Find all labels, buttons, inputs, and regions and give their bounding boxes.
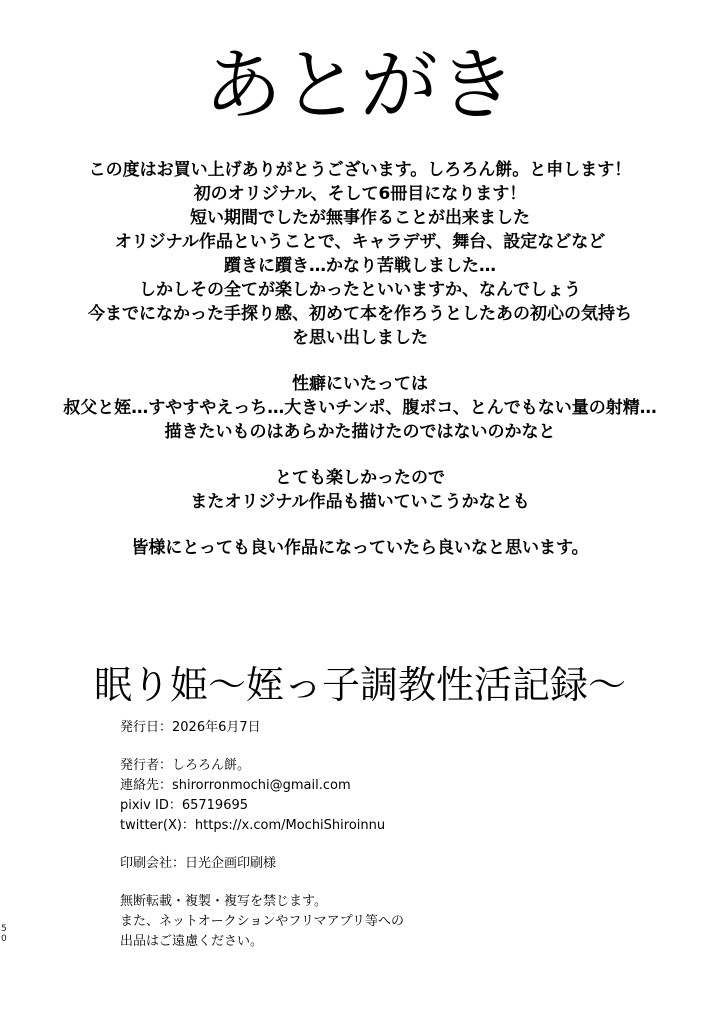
notice-line: また、ネットオークションやフリマアプリ等への [120, 914, 405, 929]
message-paragraph [0, 372, 720, 444]
notice-line: 無断転載・複製・複写を禁じます。 [120, 894, 327, 909]
message-line: またオリジナル作品も描いていこうかなとも [190, 492, 530, 512]
message-line: この度はお買い上げありがとうございます。しろろん餅。と申します！ [88, 160, 632, 180]
message-line: を思い出しました [292, 328, 428, 348]
publish-date-group [120, 718, 600, 738]
message-line: 今までになかった手探り感、初めて本を作ろうとしたあの初心の気持ち [88, 304, 632, 324]
message-line: 叔父と姪…すやすやえっち…大きいチンポ、腹ボコ、とんでもない量の射精… [63, 398, 657, 418]
message-line: しかしその全てが楽しかったといいますか、なんでしょう [139, 280, 581, 300]
notice-group [120, 892, 600, 952]
message-line: 性癖にいたっては [292, 374, 428, 394]
page-number: 50 [1, 924, 7, 944]
message-line: オリジナル作品ということで、キャラデザ、舞台、設定などなど [114, 232, 606, 252]
printer: 印刷会社：日光企画印刷様 [120, 856, 277, 871]
publish-date: 発行日：2026年6月7日 [120, 720, 261, 735]
printer-group [120, 854, 600, 874]
notice-line: 出品はご遠慮ください。 [120, 934, 264, 949]
message-line: 初のオリジナル、そして6冊目になります！ [193, 184, 527, 204]
twitter-link: twitter(X)：https://x.com/MochiShiroinnu [120, 818, 386, 833]
message-line: 皆様にとっても良い作品になっていたら良いなと思います。 [131, 538, 589, 558]
message-paragraph [0, 536, 720, 560]
pixiv-id: pixiv ID：65719695 [120, 798, 249, 813]
publisher-info [120, 756, 600, 836]
message-line: 描きたいものはあらかた描けたのではないのかなと [164, 422, 556, 442]
message-line: 躓きに躓き…かなり苦戦しました… [224, 256, 496, 276]
message-line: とても楽しかったので [275, 468, 445, 488]
afterword-message [0, 158, 720, 582]
colophon [120, 718, 600, 970]
contact-email: 連絡先：shirorronmochi@gmail.com [120, 778, 351, 793]
book-title: 眠り姫〜姪っ子調教性活記録〜 [93, 663, 626, 707]
publisher: 発行者：しろろん餅。 [120, 758, 251, 773]
message-paragraph [0, 158, 720, 350]
message-paragraph [0, 466, 720, 514]
page-title: あとがき [203, 41, 516, 131]
message-line: 短い期間でしたが無事作ることが出来ました [190, 208, 530, 228]
